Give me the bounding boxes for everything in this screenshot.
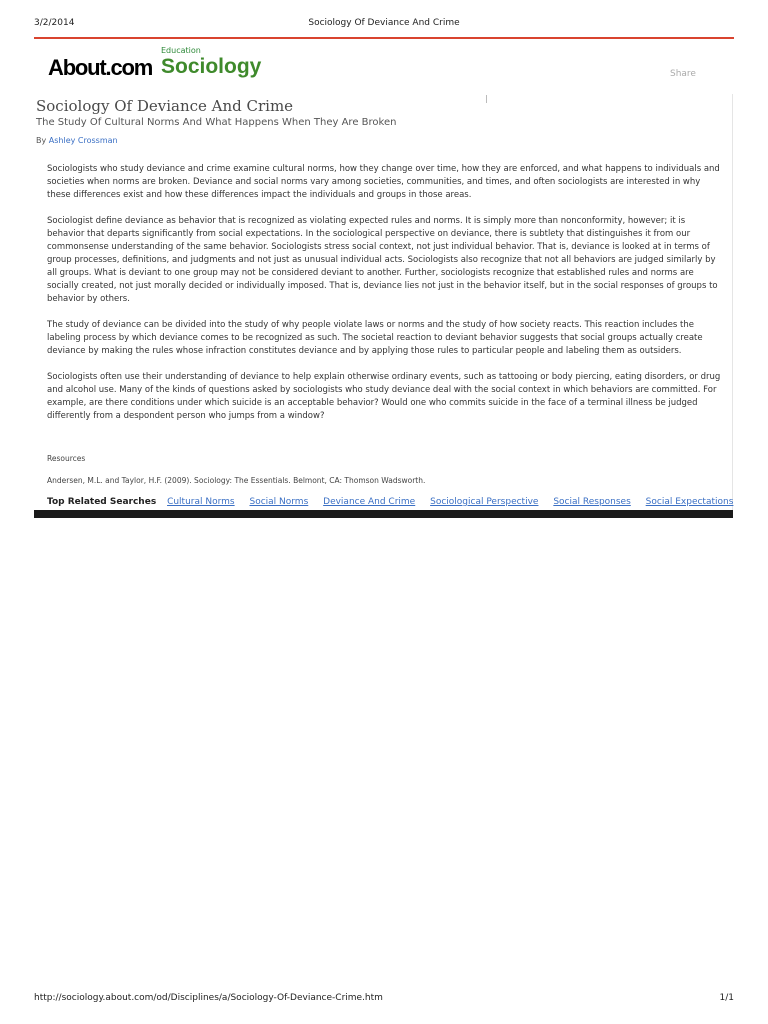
site-logo[interactable]: [48, 46, 308, 84]
paragraph: Sociologists who study deviance and crime examine cultural norms, how they change over time, how they are enforced, and what happens to individuals and societies when norms are broken. Deviance and social norms vary among societies, communities, and times, and often sociologists are interested in why these differences exist and how these differences impact the individuals and groups in those areas.: [47, 164, 720, 200]
related-link-social-norms[interactable]: Social Norms: [249, 497, 309, 507]
print-footer: [34, 993, 734, 1007]
header-rule: [34, 37, 734, 39]
author-link[interactable]: Ashley Crossman: [48, 136, 118, 145]
paragraph: The study of deviance can be divided into the study of why people violate laws or norms and the study of how society reacts. This reaction includes the labeling process by which deviance comes to be recognized as such. The societal reaction to deviant behavior suggests that social groups actually create deviance by making the rules whose infraction constitutes deviance and by applying those rules to particular people and labeling them as outsiders.: [47, 320, 703, 356]
byline: [36, 136, 118, 145]
print-url: http://sociology.about.com/od/Disciplines/a/Sociology-Of-Deviance-Crime.htm: [34, 993, 383, 1003]
category-label: Education: [161, 46, 201, 55]
print-date: 3/2/2014: [34, 18, 75, 28]
article-subtitle: The Study Of Cultural Norms And What Happens When They Are Broken: [36, 117, 397, 128]
share-button[interactable]: Share: [670, 69, 696, 79]
byline-label: By: [36, 136, 47, 145]
related-searches: [47, 497, 745, 507]
section-logo-text: Sociology: [161, 55, 262, 78]
resources-heading: Resources: [47, 454, 86, 463]
article-title: Sociology Of Deviance And Crime: [36, 97, 294, 115]
print-header: [34, 18, 734, 32]
paragraph: Sociologists often use their understanding of deviance to help explain otherwise ordinary events, such as tattooing or body piercing, eating disorders, or drug and alcohol use. Many of the kinds of questions asked by sociologists who study deviance deal with the social context in which behaviors are committed. For example, are there conditions under which suicide is an acceptable behavior? Would one who commits suicide in the face of a terminal illness be judged differently from a despondent person who jumps from a window?: [47, 372, 721, 421]
footer-bar: [34, 510, 733, 518]
print-title: Sociology Of Deviance And Crime: [308, 18, 460, 28]
related-link-social-responses[interactable]: Social Responses: [553, 497, 631, 507]
content-right-border: [732, 94, 733, 514]
related-link-cultural-norms[interactable]: Cultural Norms: [167, 497, 235, 507]
related-link-deviance-and-crime[interactable]: Deviance And Crime: [323, 497, 416, 507]
page-number: 1/1: [719, 993, 734, 1003]
related-link-sociological-perspective[interactable]: Sociological Perspective: [430, 497, 539, 507]
related-searches-label: Top Related Searches: [47, 497, 157, 507]
article-body: [47, 163, 723, 436]
citation: Andersen, M.L. and Taylor, H.F. (2009). Sociology: The Essentials. Belmont, CA: Thomson Wadsworth.: [47, 476, 426, 485]
divider: [486, 95, 487, 103]
about-logo-text: About.com: [48, 55, 153, 80]
paragraph: Sociologist define deviance as behavior that is recognized as violating expected rules and norms. It is simply more than nonconformity, however; it is behavior that departs significantly from social expectations. In the sociological perspective on deviance, there is subtlety that distinguishes it from our commonsense understanding of the same behavior. Sociologists stress social context, not just individual behavior. That is, deviance is looked at in terms of group processes, definitions, and judgments and not just as unusual individual acts. Sociologists also recognize that not all behaviors are judged similarly by all groups. What is deviant to one group may not be considered deviant to another. Further, sociologists recognize that established rules and norms are socially created, not just morally decided or individually imposed. That is, deviance lies not just in the behavior itself, but in the social responses of groups to behavior by others.: [47, 216, 718, 304]
related-link-social-expectations[interactable]: Social Expectations: [645, 497, 734, 507]
